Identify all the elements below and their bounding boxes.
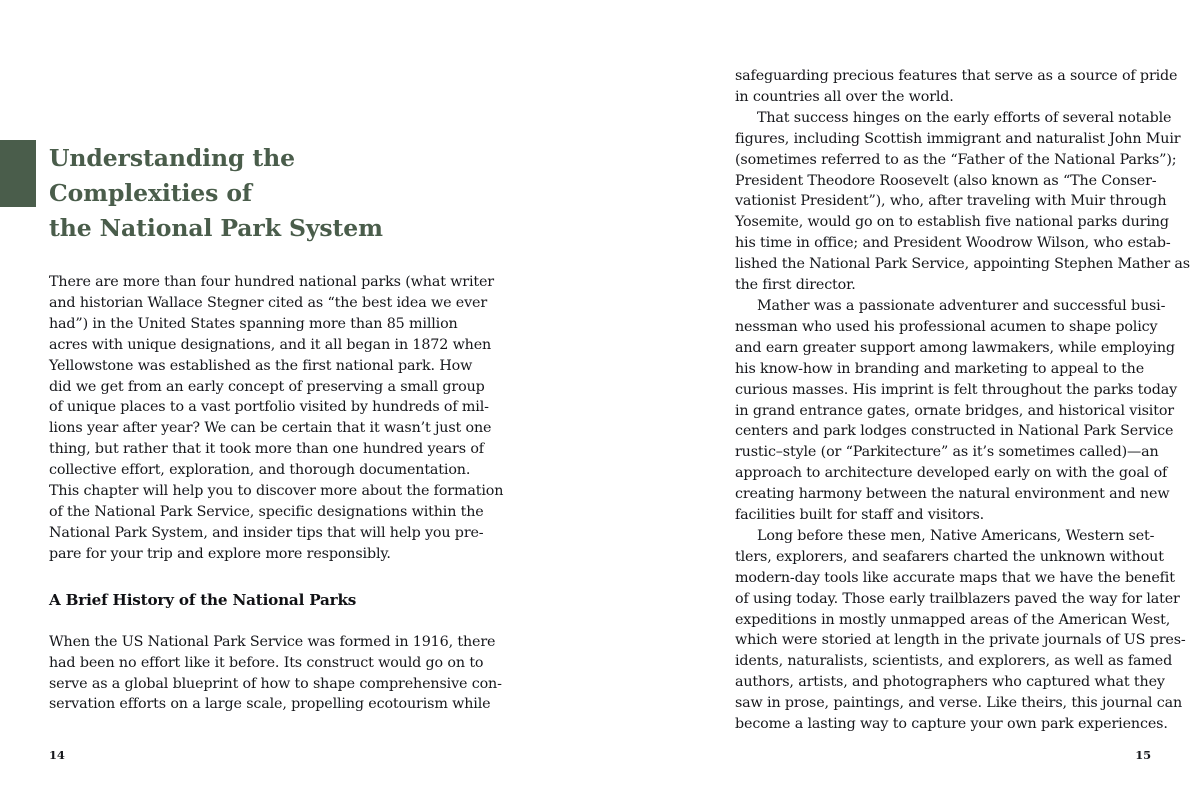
chapter-title-line-2: the National Park System (49, 214, 383, 242)
paragraph-history (49, 632, 502, 716)
paragraph-safeguarding (735, 66, 1178, 108)
text-line: saw in prose, paintings, and verse. Like theirs, this journal can (735, 695, 1183, 712)
page-number-left: 14 (49, 748, 65, 762)
text-line: idents, naturalists, scientists, and explorers, as well as famed (735, 653, 1173, 670)
text-line: President Theodore Roosevelt (also known as “The Conser- (735, 172, 1157, 189)
text-line: modern-day tools like accurate maps that we have the benefit (735, 569, 1175, 586)
text-line: nessman who used his professional acumen to shape policy (735, 318, 1158, 335)
text-line: pare for your trip and explore more responsibly. (49, 545, 391, 562)
text-line: expeditions in mostly unmapped areas of the American West, (735, 611, 1171, 628)
text-line: of the National Park Service, specific designations within the (49, 503, 484, 520)
text-line: acres with unique designations, and it all began in 1872 when (49, 336, 492, 353)
text-line: (sometimes referred to as the “Father of the National Parks”); (735, 151, 1177, 168)
text-line: National Park System, and insider tips that will help you pre- (49, 524, 484, 541)
text-line: did we get from an early concept of preserving a small group (49, 378, 485, 395)
text-line: This chapter will help you to discover more about the formation (49, 483, 504, 500)
text-line: creating harmony between the natural environment and new (735, 486, 1170, 503)
text-line: of unique places to a vast portfolio visited by hundreds of mil- (49, 399, 489, 416)
section-subheading: A Brief History of the National Parks (49, 590, 357, 609)
paragraph-intro (49, 272, 504, 565)
paragraph-trailblazers (735, 526, 1186, 735)
text-line: in grand entrance gates, ornate bridges, and historical visitor (735, 402, 1174, 419)
text-line: centers and park lodges constructed in National Park Service (735, 423, 1174, 440)
text-line: Long before these men, Native Americans, Western set- (735, 527, 1155, 544)
text-line: safeguarding precious features that serve as a source of pride (735, 68, 1178, 84)
text-line: tlers, explorers, and seafarers charted the unknown without (735, 548, 1164, 565)
paragraph-notable-figures (735, 108, 1190, 296)
text-line: Yellowstone was established as the first national park. How (49, 357, 473, 374)
text-line: When the US National Park Service was formed in 1916, there (49, 633, 496, 650)
text-line: lions year after year? We can be certain that it wasn’t just one (49, 420, 492, 437)
text-line: That success hinges on the early efforts of several notable (735, 109, 1172, 126)
text-line: approach to architecture developed early on with the goal of (735, 465, 1168, 482)
text-line: curious masses. His imprint is felt throughout the parks today (735, 381, 1178, 398)
text-line: had been no effort like it before. Its construct would go on to (49, 654, 484, 671)
text-line: There are more than four hundred national parks (what writer (49, 274, 494, 290)
text-line: and historian Wallace Stegner cited as “the best idea we ever (49, 294, 488, 311)
page-number-right: 15 (1135, 748, 1151, 762)
text-line: his time in office; and President Woodrow Wilson, who estab- (735, 235, 1171, 252)
text-line: in countries all over the world. (735, 88, 954, 105)
text-line: vationist President”), who, after traveling with Muir through (735, 193, 1167, 210)
text-line: and earn greater support among lawmakers, while employing (735, 339, 1175, 356)
text-line: become a lasting way to capture your own park experiences. (735, 716, 1168, 733)
text-line: authors, artists, and photographers who captured what they (735, 674, 1165, 691)
chapter-title-line-1: Understanding the Complexities of (49, 144, 295, 207)
text-line: Mather was a passionate adventurer and successful busi- (735, 297, 1166, 314)
text-line: thing, but rather that it took more than one hundred years of (49, 441, 484, 458)
text-line: the first director. (735, 277, 856, 294)
text-line: rustic–style (or “Parkitecture” as it’s sometimes called)—an (735, 444, 1159, 461)
chapter-title (49, 141, 469, 246)
text-line: serve as a global blueprint of how to shape comprehensive con- (49, 675, 502, 692)
text-line: figures, including Scottish immigrant and naturalist John Muir (735, 130, 1181, 147)
chapter-accent-block (0, 140, 36, 207)
text-line: lished the National Park Service, appointing Stephen Mather as (735, 256, 1190, 273)
paragraph-mather (735, 296, 1178, 526)
text-line: his know-how in branding and marketing to appeal to the (735, 360, 1145, 377)
text-line: collective effort, exploration, and thorough documentation. (49, 462, 471, 479)
left-column-text (49, 272, 504, 715)
text-line: which were storied at length in the private journals of US pres- (735, 632, 1186, 649)
text-line: servation efforts on a large scale, propelling ecotourism while (49, 696, 491, 713)
text-line: had”) in the United States spanning more than 85 million (49, 315, 458, 332)
text-line: of using today. Those early trailblazers paved the way for later (735, 590, 1180, 607)
text-line: facilities built for staff and visitors. (735, 507, 985, 524)
text-line: Yosemite, would go on to establish five national parks during (735, 214, 1169, 231)
right-column-text (735, 66, 1190, 735)
